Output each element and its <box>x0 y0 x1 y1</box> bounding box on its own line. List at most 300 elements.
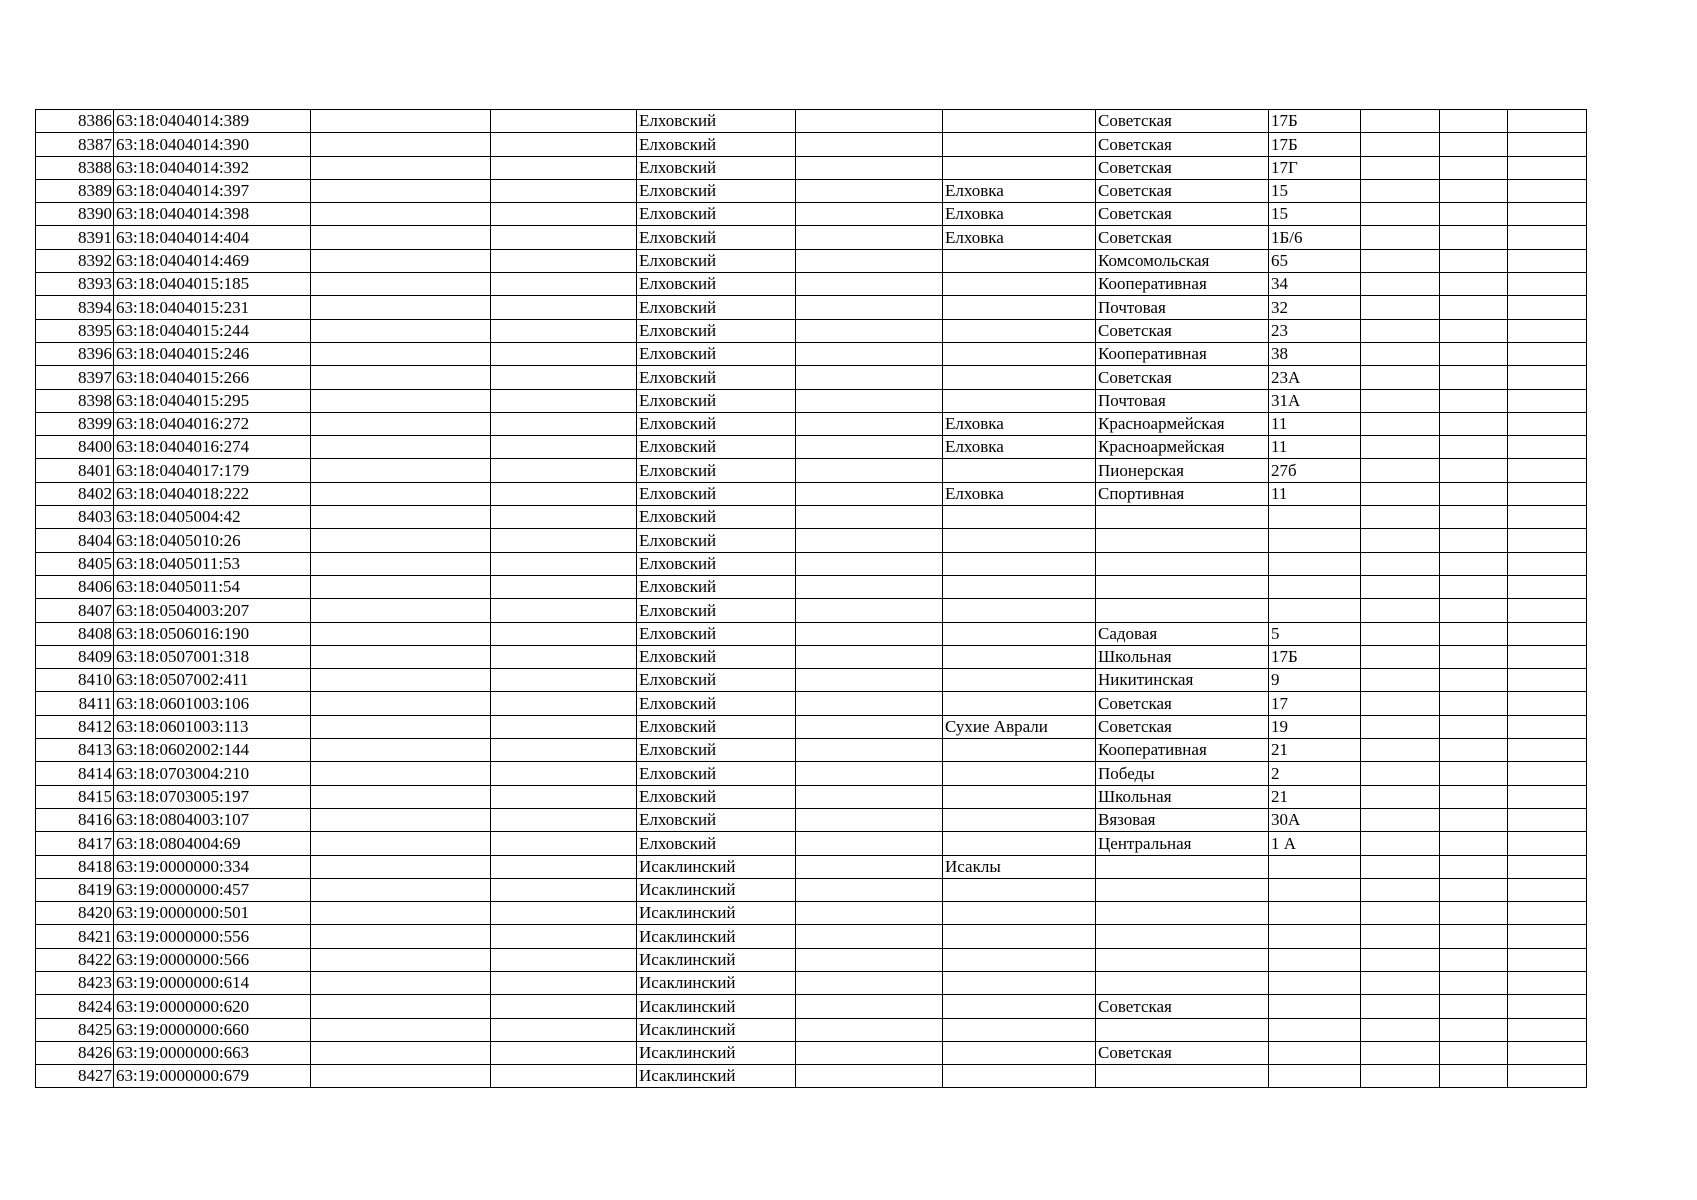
cell-col-6 <box>796 1065 943 1088</box>
cell-col-3 <box>311 179 491 202</box>
cell-district: Елховский <box>637 832 796 855</box>
cell-row-number: 8414 <box>36 762 114 785</box>
cell-col-10 <box>1361 902 1440 925</box>
cell-col-3 <box>311 1065 491 1088</box>
cell-col-3 <box>311 389 491 412</box>
cell-district: Исаклинский <box>637 1041 796 1064</box>
cell-row-number: 8424 <box>36 995 114 1018</box>
cell-cadastral-number: 63:18:0404015:231 <box>114 296 311 319</box>
table-row <box>36 506 1587 529</box>
cell-col-11 <box>1440 622 1508 645</box>
cell-col-10 <box>1361 273 1440 296</box>
cell-cadastral-number: 63:19:0000000:334 <box>114 855 311 878</box>
cell-locality <box>943 785 1096 808</box>
cell-col-10 <box>1361 203 1440 226</box>
cell-row-number: 8408 <box>36 622 114 645</box>
cell-row-number: 8419 <box>36 878 114 901</box>
table-row <box>36 692 1587 715</box>
cell-col-10 <box>1361 669 1440 692</box>
cell-house-number <box>1269 599 1361 622</box>
cell-street: Пионерская <box>1096 459 1269 482</box>
cell-street: Советская <box>1096 319 1269 342</box>
cell-district: Исаклинский <box>637 971 796 994</box>
cell-col-11 <box>1440 878 1508 901</box>
cell-cadastral-number: 63:19:0000000:556 <box>114 925 311 948</box>
cell-district: Елховский <box>637 575 796 598</box>
cell-col-11 <box>1440 366 1508 389</box>
cell-col-6 <box>796 808 943 831</box>
cell-col-11 <box>1440 110 1508 133</box>
cell-col-4 <box>491 1018 637 1041</box>
cell-locality: Исаклы <box>943 855 1096 878</box>
cell-col-4 <box>491 226 637 249</box>
cell-col-6 <box>796 110 943 133</box>
cell-col-3 <box>311 785 491 808</box>
cell-col-12 <box>1508 692 1587 715</box>
cell-col-10 <box>1361 552 1440 575</box>
cell-col-3 <box>311 808 491 831</box>
cell-cadastral-number: 63:18:0404015:266 <box>114 366 311 389</box>
cell-district: Елховский <box>637 552 796 575</box>
cell-col-3 <box>311 249 491 272</box>
cell-col-11 <box>1440 296 1508 319</box>
cell-house-number <box>1269 1041 1361 1064</box>
cell-district: Елховский <box>637 319 796 342</box>
cell-col-10 <box>1361 762 1440 785</box>
cell-col-3 <box>311 762 491 785</box>
cell-locality: Сухие Аврали <box>943 715 1096 738</box>
table-row <box>36 156 1587 179</box>
cell-col-11 <box>1440 552 1508 575</box>
cell-col-3 <box>311 226 491 249</box>
cell-street <box>1096 948 1269 971</box>
cell-house-number: 21 <box>1269 739 1361 762</box>
cell-cadastral-number: 63:18:0404014:390 <box>114 133 311 156</box>
cell-col-11 <box>1440 808 1508 831</box>
cell-street: Советская <box>1096 156 1269 179</box>
cell-col-6 <box>796 133 943 156</box>
cell-col-4 <box>491 529 637 552</box>
cell-cadastral-number: 63:19:0000000:679 <box>114 1065 311 1088</box>
table-row <box>36 1065 1587 1088</box>
cell-row-number: 8400 <box>36 436 114 459</box>
cell-col-11 <box>1440 1041 1508 1064</box>
cell-locality <box>943 808 1096 831</box>
cell-col-12 <box>1508 133 1587 156</box>
cell-col-11 <box>1440 1018 1508 1041</box>
table-row <box>36 412 1587 435</box>
table-row <box>36 878 1587 901</box>
cell-district: Елховский <box>637 762 796 785</box>
cell-col-4 <box>491 319 637 342</box>
cell-row-number: 8398 <box>36 389 114 412</box>
cell-house-number: 32 <box>1269 296 1361 319</box>
cell-col-10 <box>1361 296 1440 319</box>
cell-col-11 <box>1440 971 1508 994</box>
cell-row-number: 8391 <box>36 226 114 249</box>
cell-col-6 <box>796 995 943 1018</box>
cell-col-12 <box>1508 506 1587 529</box>
cell-house-number: 11 <box>1269 412 1361 435</box>
cell-col-4 <box>491 459 637 482</box>
cell-col-3 <box>311 459 491 482</box>
cell-house-number <box>1269 1065 1361 1088</box>
cadastral-table <box>35 109 1587 1088</box>
cell-col-11 <box>1440 156 1508 179</box>
cell-col-10 <box>1361 575 1440 598</box>
cell-house-number <box>1269 995 1361 1018</box>
cell-col-12 <box>1508 878 1587 901</box>
cell-col-3 <box>311 739 491 762</box>
cell-col-11 <box>1440 203 1508 226</box>
cell-col-3 <box>311 645 491 668</box>
cell-col-6 <box>796 878 943 901</box>
cell-col-4 <box>491 389 637 412</box>
cell-col-6 <box>796 925 943 948</box>
cell-locality <box>943 692 1096 715</box>
table-row <box>36 366 1587 389</box>
table-row <box>36 1018 1587 1041</box>
cell-col-10 <box>1361 692 1440 715</box>
cell-col-3 <box>311 878 491 901</box>
cell-row-number: 8402 <box>36 482 114 505</box>
cell-cadastral-number: 63:18:0804003:107 <box>114 808 311 831</box>
table-row <box>36 645 1587 668</box>
cell-col-11 <box>1440 529 1508 552</box>
cell-col-3 <box>311 855 491 878</box>
cell-col-3 <box>311 622 491 645</box>
cell-col-6 <box>796 482 943 505</box>
cell-cadastral-number: 63:18:0404015:295 <box>114 389 311 412</box>
cell-district: Елховский <box>637 692 796 715</box>
table-row <box>36 971 1587 994</box>
cell-district: Елховский <box>637 389 796 412</box>
cell-street: Спортивная <box>1096 482 1269 505</box>
cell-col-4 <box>491 179 637 202</box>
cell-col-11 <box>1440 575 1508 598</box>
cell-house-number: 11 <box>1269 482 1361 505</box>
cell-locality <box>943 506 1096 529</box>
cell-col-3 <box>311 110 491 133</box>
cell-row-number: 8421 <box>36 925 114 948</box>
cell-col-4 <box>491 273 637 296</box>
cell-house-number: 19 <box>1269 715 1361 738</box>
cell-cadastral-number: 63:18:0703005:197 <box>114 785 311 808</box>
cell-col-3 <box>311 296 491 319</box>
table-row <box>36 389 1587 412</box>
cell-locality <box>943 552 1096 575</box>
cell-district: Елховский <box>637 599 796 622</box>
cell-locality <box>943 529 1096 552</box>
cell-col-4 <box>491 599 637 622</box>
cell-col-3 <box>311 506 491 529</box>
cell-house-number: 27б <box>1269 459 1361 482</box>
cell-locality <box>943 342 1096 365</box>
table-body <box>36 110 1587 1088</box>
cell-col-12 <box>1508 342 1587 365</box>
cell-col-10 <box>1361 739 1440 762</box>
cell-street <box>1096 855 1269 878</box>
cell-cadastral-number: 63:18:0504003:207 <box>114 599 311 622</box>
cell-locality <box>943 575 1096 598</box>
cell-district: Елховский <box>637 179 796 202</box>
cell-locality <box>943 133 1096 156</box>
cell-locality <box>943 156 1096 179</box>
cell-col-3 <box>311 482 491 505</box>
cell-col-6 <box>796 226 943 249</box>
cell-col-6 <box>796 762 943 785</box>
cell-street: Кооперативная <box>1096 739 1269 762</box>
cell-locality <box>943 366 1096 389</box>
cell-row-number: 8409 <box>36 645 114 668</box>
cell-house-number <box>1269 529 1361 552</box>
cell-house-number <box>1269 552 1361 575</box>
cell-street <box>1096 971 1269 994</box>
cell-col-4 <box>491 296 637 319</box>
cell-col-12 <box>1508 575 1587 598</box>
cell-col-3 <box>311 1018 491 1041</box>
cell-col-10 <box>1361 436 1440 459</box>
cell-col-11 <box>1440 599 1508 622</box>
cell-col-11 <box>1440 902 1508 925</box>
cell-house-number: 1Б/6 <box>1269 226 1361 249</box>
cell-street: Красноармейская <box>1096 436 1269 459</box>
cell-col-6 <box>796 692 943 715</box>
table-row <box>36 1041 1587 1064</box>
table-row <box>36 762 1587 785</box>
cell-col-4 <box>491 575 637 598</box>
cell-col-3 <box>311 273 491 296</box>
cell-col-10 <box>1361 110 1440 133</box>
cell-locality: Елховка <box>943 436 1096 459</box>
cell-street: Советская <box>1096 1041 1269 1064</box>
cell-col-3 <box>311 715 491 738</box>
cell-col-11 <box>1440 436 1508 459</box>
cell-col-4 <box>491 762 637 785</box>
cell-row-number: 8395 <box>36 319 114 342</box>
cell-col-3 <box>311 902 491 925</box>
cell-cadastral-number: 63:19:0000000:501 <box>114 902 311 925</box>
cell-house-number: 5 <box>1269 622 1361 645</box>
cell-house-number: 21 <box>1269 785 1361 808</box>
cell-row-number: 8397 <box>36 366 114 389</box>
cell-col-11 <box>1440 832 1508 855</box>
cell-col-4 <box>491 249 637 272</box>
cell-district: Исаклинский <box>637 925 796 948</box>
cell-row-number: 8427 <box>36 1065 114 1088</box>
table-row <box>36 785 1587 808</box>
cell-house-number: 34 <box>1269 273 1361 296</box>
table-row <box>36 995 1587 1018</box>
table-row <box>36 808 1587 831</box>
cell-district: Елховский <box>637 785 796 808</box>
cell-row-number: 8394 <box>36 296 114 319</box>
cell-col-11 <box>1440 692 1508 715</box>
cell-col-10 <box>1361 808 1440 831</box>
cell-col-12 <box>1508 739 1587 762</box>
cell-locality <box>943 622 1096 645</box>
cell-street: Советская <box>1096 179 1269 202</box>
cell-locality <box>943 878 1096 901</box>
table-row <box>36 902 1587 925</box>
cell-col-12 <box>1508 482 1587 505</box>
cell-col-6 <box>796 715 943 738</box>
cell-district: Елховский <box>637 133 796 156</box>
cell-street: Школьная <box>1096 785 1269 808</box>
cell-col-3 <box>311 412 491 435</box>
table-row <box>36 226 1587 249</box>
cell-col-3 <box>311 342 491 365</box>
cell-col-11 <box>1440 762 1508 785</box>
cell-col-11 <box>1440 739 1508 762</box>
cell-col-12 <box>1508 808 1587 831</box>
cell-col-4 <box>491 436 637 459</box>
cell-col-6 <box>796 529 943 552</box>
cell-street: Советская <box>1096 715 1269 738</box>
cell-street: Советская <box>1096 133 1269 156</box>
cell-street <box>1096 529 1269 552</box>
cell-locality <box>943 249 1096 272</box>
cell-col-6 <box>796 645 943 668</box>
cell-col-6 <box>796 832 943 855</box>
table-row <box>36 110 1587 133</box>
cell-col-11 <box>1440 482 1508 505</box>
cell-col-6 <box>796 203 943 226</box>
cell-col-10 <box>1361 156 1440 179</box>
cell-district: Елховский <box>637 156 796 179</box>
cell-street <box>1096 878 1269 901</box>
cell-col-4 <box>491 832 637 855</box>
cell-col-6 <box>796 436 943 459</box>
cell-col-11 <box>1440 645 1508 668</box>
cell-row-number: 8413 <box>36 739 114 762</box>
cell-col-11 <box>1440 669 1508 692</box>
cell-col-12 <box>1508 995 1587 1018</box>
cell-locality <box>943 1041 1096 1064</box>
cell-col-6 <box>796 622 943 645</box>
cell-col-12 <box>1508 249 1587 272</box>
cell-col-6 <box>796 855 943 878</box>
cell-locality <box>943 925 1096 948</box>
cell-col-12 <box>1508 622 1587 645</box>
cell-col-3 <box>311 599 491 622</box>
cell-district: Исаклинский <box>637 878 796 901</box>
cell-street: Школьная <box>1096 645 1269 668</box>
cell-col-12 <box>1508 436 1587 459</box>
cell-row-number: 8417 <box>36 832 114 855</box>
cell-col-3 <box>311 203 491 226</box>
cell-house-number <box>1269 575 1361 598</box>
cell-cadastral-number: 63:18:0404017:179 <box>114 459 311 482</box>
cell-locality <box>943 948 1096 971</box>
cell-row-number: 8388 <box>36 156 114 179</box>
cell-house-number <box>1269 948 1361 971</box>
cell-row-number: 8410 <box>36 669 114 692</box>
cell-district: Елховский <box>637 808 796 831</box>
cell-col-4 <box>491 995 637 1018</box>
table-row <box>36 296 1587 319</box>
cell-col-4 <box>491 156 637 179</box>
cell-col-4 <box>491 342 637 365</box>
cell-col-3 <box>311 552 491 575</box>
cell-col-12 <box>1508 529 1587 552</box>
cell-row-number: 8389 <box>36 179 114 202</box>
cell-locality <box>943 902 1096 925</box>
cell-district: Елховский <box>637 110 796 133</box>
cell-col-6 <box>796 669 943 692</box>
cell-house-number: 31А <box>1269 389 1361 412</box>
cell-col-6 <box>796 552 943 575</box>
cell-district: Исаклинский <box>637 1065 796 1088</box>
cell-cadastral-number: 63:19:0000000:614 <box>114 971 311 994</box>
cell-col-10 <box>1361 412 1440 435</box>
table-row <box>36 179 1587 202</box>
cell-col-6 <box>796 1041 943 1064</box>
cell-row-number: 8423 <box>36 971 114 994</box>
cell-col-6 <box>796 412 943 435</box>
cell-col-3 <box>311 669 491 692</box>
cell-locality <box>943 832 1096 855</box>
cell-street: Центральная <box>1096 832 1269 855</box>
cell-col-10 <box>1361 459 1440 482</box>
cell-col-4 <box>491 110 637 133</box>
table-row <box>36 459 1587 482</box>
cell-street <box>1096 902 1269 925</box>
cell-house-number: 17Г <box>1269 156 1361 179</box>
cell-col-12 <box>1508 855 1587 878</box>
cell-col-11 <box>1440 995 1508 1018</box>
cell-district: Елховский <box>637 482 796 505</box>
cell-street: Советская <box>1096 692 1269 715</box>
cell-col-3 <box>311 575 491 598</box>
cell-col-10 <box>1361 971 1440 994</box>
cell-col-11 <box>1440 715 1508 738</box>
cell-col-6 <box>796 389 943 412</box>
cell-district: Елховский <box>637 669 796 692</box>
cell-street <box>1096 575 1269 598</box>
cell-cadastral-number: 63:19:0000000:457 <box>114 878 311 901</box>
cell-col-6 <box>796 739 943 762</box>
cell-col-6 <box>796 296 943 319</box>
cell-col-12 <box>1508 226 1587 249</box>
cell-house-number: 30А <box>1269 808 1361 831</box>
cell-cadastral-number: 63:18:0601003:106 <box>114 692 311 715</box>
cell-col-10 <box>1361 599 1440 622</box>
cell-locality <box>943 645 1096 668</box>
cell-street: Победы <box>1096 762 1269 785</box>
table-row <box>36 739 1587 762</box>
cell-street: Советская <box>1096 110 1269 133</box>
cell-col-11 <box>1440 249 1508 272</box>
cell-district: Исаклинский <box>637 855 796 878</box>
cell-col-6 <box>796 273 943 296</box>
cell-col-4 <box>491 482 637 505</box>
cell-col-10 <box>1361 785 1440 808</box>
cell-col-10 <box>1361 319 1440 342</box>
cell-cadastral-number: 63:18:0703004:210 <box>114 762 311 785</box>
cell-col-4 <box>491 902 637 925</box>
cell-row-number: 8392 <box>36 249 114 272</box>
cell-house-number: 23А <box>1269 366 1361 389</box>
cell-col-4 <box>491 808 637 831</box>
cell-district: Елховский <box>637 203 796 226</box>
cell-col-11 <box>1440 925 1508 948</box>
cell-col-6 <box>796 366 943 389</box>
cell-col-12 <box>1508 203 1587 226</box>
cell-col-12 <box>1508 273 1587 296</box>
cell-col-6 <box>796 319 943 342</box>
cell-col-4 <box>491 715 637 738</box>
